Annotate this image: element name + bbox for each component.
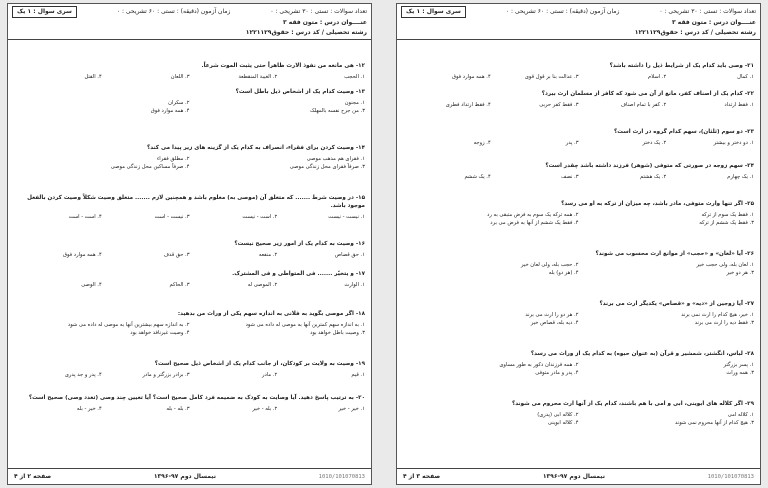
- page-number: صفحه ۲ از ۴: [14, 473, 52, 480]
- option[interactable]: ۴. همه موارد فوق: [150, 108, 190, 114]
- option[interactable]: ۳. حق قذف: [163, 252, 190, 258]
- option[interactable]: ۲. بله - خیر: [252, 406, 278, 412]
- option[interactable]: ۱. پسر بزرگتر: [723, 362, 754, 368]
- option[interactable]: ۱. خیر، هیچ کدام را ارث نمی برند: [681, 312, 754, 318]
- option[interactable]: ۳. نصف: [561, 174, 579, 180]
- option[interactable]: ۴. است - است: [68, 214, 102, 220]
- question-text: ۱۷- و یتخیّر ....... فی المتواطی و فی المشترک.: [232, 271, 365, 277]
- option[interactable]: ۱. الحجب: [344, 74, 365, 80]
- question-text: ۲۶- آیا «لعان» و «حجب» از موانع ارث محسوب می شوند؟: [595, 251, 754, 257]
- exam-time: زمان آزمون (دقیقه) : تستی : ۶۰ تشریحی : ۰: [116, 8, 231, 15]
- question-text: ۱۵- در وصیت شرط ....... که متعلق آن (موصی به) معلوم باشد و همچنین لازم ....... متعلق وصیت شکلاً وصیت کردن بالفعل موجود باشد.: [27, 195, 365, 209]
- question: [14, 270, 365, 289]
- question-count: تعداد سوالات : تستی : ۳۰ تشریحی : ۰: [659, 8, 756, 15]
- option[interactable]: ۲. یک هشتم: [640, 174, 667, 180]
- option[interactable]: ۲. مادر: [261, 372, 278, 378]
- option[interactable]: ۳. هیچ کدام از آنها محروم نمی شوند: [675, 420, 754, 426]
- option[interactable]: ۳. عدالت بنا بر قول قوی: [524, 74, 579, 80]
- option[interactable]: ۳. پدر: [565, 140, 579, 146]
- option[interactable]: ۲. کلاله ابی (پدری): [537, 412, 579, 418]
- questions-list: [397, 60, 760, 468]
- option[interactable]: ۱. کمال: [737, 74, 754, 80]
- page-header: [397, 4, 760, 40]
- question-text: ۱۶- وصیت به کدام یک از امور زیر صحیح نیست؟: [234, 241, 365, 247]
- question: [403, 128, 754, 147]
- option[interactable]: ۱. نیست - نیست: [328, 214, 365, 220]
- option[interactable]: ۳. هر دو خیر: [726, 270, 754, 276]
- field-code: رشته تحصیلی / کد درس : حقوق۱۲۲۱۱۲۹: [245, 29, 367, 36]
- option[interactable]: ۳. فقط یک ششم از ترکه: [699, 220, 754, 226]
- option[interactable]: ۴. القتل: [84, 74, 102, 80]
- option[interactable]: ۱. فقط ارتداد: [724, 102, 754, 108]
- question-text: ۲۲- کدام یک از اصناف کفر، مانع از آن می شود که کافر از مسلمان ارث ببرد؟: [541, 91, 754, 97]
- question-text: ۱۹- وصیت به ولایت بر کودکان، از جانب کدام یک از اشخاص ذیل صحیح است؟: [154, 361, 365, 367]
- option[interactable]: ۱. الوارث: [344, 282, 365, 288]
- question-text: ۲۵- اگر تنها وارث متوفی، مادر باشد، چه میزان از ترکه به او می رسد؟: [561, 201, 754, 207]
- question: [403, 250, 754, 277]
- question-count: تعداد سوالات : تستی : ۳۰ تشریحی : ۰: [270, 8, 367, 15]
- question-text: ۲۱- وصی باید کدام یک از شرایط ذیل را داشته باشد؟: [609, 63, 754, 69]
- option[interactable]: ۳. فقط دیه را ارث می برند: [694, 320, 754, 326]
- option[interactable]: ۳. صرفاً فقرای محل زندگی موصی: [289, 164, 365, 170]
- option[interactable]: ۳. وصیت باطل خواهد بود: [310, 330, 365, 336]
- question: [403, 90, 754, 109]
- option[interactable]: ۱. دو دختر و بیشتر: [713, 140, 754, 146]
- option[interactable]: ۲. همه فرزندان ذکور به طور مساوی: [499, 362, 579, 368]
- question-text: ۱۸- اگر موصی بگوید به فلانی به اندازه سهم یکی از وراث من بدهید:: [177, 311, 365, 317]
- option[interactable]: ۱. مجنون: [344, 100, 365, 106]
- option[interactable]: ۲. کفر با تمام اصناف: [620, 102, 667, 108]
- option[interactable]: ۳. من جرح نفسه بالمهلک: [309, 108, 365, 114]
- option[interactable]: ۱. فقط یک سوم از ترکه: [701, 212, 754, 218]
- page-footer: [397, 468, 760, 484]
- option[interactable]: ۴. کلاله ابوینی: [547, 420, 579, 426]
- question-text: ۱۴- وصیت کردن برای فقراء، انصراف به کدام یک از گزینه های زیر پیدا می کند؟: [146, 145, 365, 151]
- option[interactable]: ۴. همه موارد فوق: [62, 252, 102, 258]
- page-header: [8, 4, 371, 40]
- question-text: ۱۲- هی مانعه من نفوذ الارث ظاهراً حتی یثبت الموت شرعاً.: [201, 63, 365, 69]
- question: [14, 360, 365, 379]
- option[interactable]: ۴. الوصی: [81, 282, 102, 288]
- series-badge: سری سوال : ۱ یک: [12, 6, 77, 18]
- option[interactable]: ۱. کلاله امی: [727, 412, 754, 418]
- exam-code: 1010/101070813: [707, 473, 754, 480]
- exam-page-3: [396, 3, 761, 485]
- question-text: ۲۳- دو سوم (ثلثان)، سهم کدام گروه در ارث است؟: [614, 129, 754, 135]
- option[interactable]: ۲. الموصی له: [247, 282, 278, 288]
- course-title: عنــــوان درس : متون فقه ۳: [672, 19, 756, 26]
- option[interactable]: ۴. دیه بله، قصاص خیر: [530, 320, 579, 326]
- option[interactable]: ۲. منفعه: [258, 252, 278, 258]
- question: [403, 62, 754, 81]
- option[interactable]: ۴. صرفاً مساکین محل زندگی موصی: [110, 164, 190, 170]
- option[interactable]: ۲. یک دختر: [642, 140, 667, 146]
- question: [14, 240, 365, 259]
- question: [403, 300, 754, 327]
- option[interactable]: ۱. به اندازه سهم کمترین آنها به موصی له داده می شود: [245, 322, 365, 328]
- question-text: ۱۳- وصیت کدام یک از اشخاص ذیل باطل است؟: [235, 89, 365, 95]
- option[interactable]: ۴. فقط ارتداد فطری: [445, 102, 491, 108]
- page-footer: [8, 468, 371, 484]
- semester-label: نیمسال دوم ۹۷-۱۳۹۶: [153, 473, 217, 480]
- option[interactable]: ۲. اسلام: [648, 74, 667, 80]
- option[interactable]: ۴. همه موارد فوق: [451, 74, 491, 80]
- question: [14, 194, 365, 221]
- option[interactable]: ۴. پدر و جد پدری: [64, 372, 102, 378]
- option[interactable]: ۱. قیم: [351, 372, 365, 378]
- option[interactable]: ۲. همه ترکه یک سوم به فرض متبقی به رد: [487, 212, 579, 218]
- option[interactable]: ۳. الحاکم: [169, 282, 190, 288]
- question-text: ۲۸- لباس، انگشتر، شمشیر و قرآن (به عنوان حبوه) به کدام یک از وراث می رسد؟: [530, 351, 754, 357]
- exam-code: 1010/101070813: [318, 473, 365, 480]
- option[interactable]: ۲. هر دو را ارث می برند: [525, 312, 579, 318]
- question: [14, 62, 365, 81]
- question: [14, 394, 365, 413]
- page-number: صفحه ۳ از ۴: [403, 473, 441, 480]
- question: [14, 310, 365, 337]
- option[interactable]: ۴. (هر دو) بله: [548, 270, 579, 276]
- exam-page-2: [7, 3, 372, 485]
- question-text: ۲۴- سهم زوجه در صورتی که متوفی (شوهر) فرزند داشته باشد چقدر است؟: [545, 163, 754, 169]
- question: [403, 200, 754, 227]
- question-text: ۲۹- اگر کلاله های ابوینی، ابی و امی با هم باشند، کدام یک از آنها ارث محروم می شوند؟: [512, 401, 754, 407]
- questions-list: [8, 60, 371, 468]
- question: [14, 144, 365, 171]
- series-badge: سری سوال : ۱ یک: [401, 6, 466, 18]
- question-text: ۲۷- آیا زوجین از «دیه» و «قصاص» یکدیگر ارث می برند؟: [599, 301, 754, 307]
- question: [14, 88, 365, 115]
- field-code: رشته تحصیلی / کد درس : حقوق۱۲۲۱۱۲۹: [634, 29, 756, 36]
- option[interactable]: ۱. فقرای هم مذهب موصی: [306, 156, 365, 162]
- option[interactable]: ۳. بله - بله: [166, 406, 190, 412]
- option[interactable]: ۱. یک چهارم: [727, 174, 754, 180]
- option[interactable]: ۳. همه وراث: [726, 370, 754, 376]
- question: [403, 400, 754, 427]
- option[interactable]: ۲. به اندازه سهم بیشترین آنها به موصی له داده می شود: [67, 322, 190, 328]
- option[interactable]: ۲. الغیبة المنقطعة: [238, 74, 278, 80]
- option[interactable]: ۴. پدر و مادر متوفی: [535, 370, 579, 376]
- option[interactable]: ۴. خیر - بله: [76, 406, 102, 412]
- option[interactable]: ۲. حجب بله، ولی لعان خیر: [521, 262, 579, 268]
- option[interactable]: ۳. فقط کفر حربی: [539, 102, 579, 108]
- semester-label: نیمسال دوم ۹۷-۱۳۹۶: [542, 473, 606, 480]
- option[interactable]: ۳. برادر بزرگتر و مادر: [142, 372, 190, 378]
- option[interactable]: ۱. حق قصاص: [334, 252, 365, 258]
- question: [403, 350, 754, 377]
- option[interactable]: ۳. اللعان: [170, 74, 190, 80]
- option[interactable]: ۳. نیست - است: [154, 214, 190, 220]
- option[interactable]: ۴. وصیت غیرنافذ خواهد بود: [130, 330, 190, 336]
- exam-time: زمان آزمون (دقیقه) : تستی : ۶۰ تشریحی : ۰: [505, 8, 620, 15]
- course-title: عنــــوان درس : متون فقه ۳: [283, 19, 367, 26]
- question: [403, 162, 754, 181]
- option[interactable]: ۴. یک ششم: [464, 174, 491, 180]
- option[interactable]: ۱. لعان بله، ولی حجب خیر: [696, 262, 754, 268]
- question-text: ۲۰- به ترتیب پاسخ دهید. آیا وصایت به کودک به ضمیمه فرد کامل صحیح است؟ آیا تعیین چند وصی (تعدد وصی) صحیح است؟: [28, 395, 365, 401]
- option[interactable]: ۴. فقط یک ششم از آنها به فرض می برد: [490, 220, 579, 226]
- option[interactable]: ۴. زوجه: [473, 140, 491, 146]
- option[interactable]: ۱. خیر - خیر: [338, 406, 365, 412]
- option[interactable]: ۲. سکران: [168, 100, 190, 106]
- option[interactable]: ۲. است - نیست: [242, 214, 278, 220]
- option[interactable]: ۲. مطلق فقراء: [156, 156, 190, 162]
